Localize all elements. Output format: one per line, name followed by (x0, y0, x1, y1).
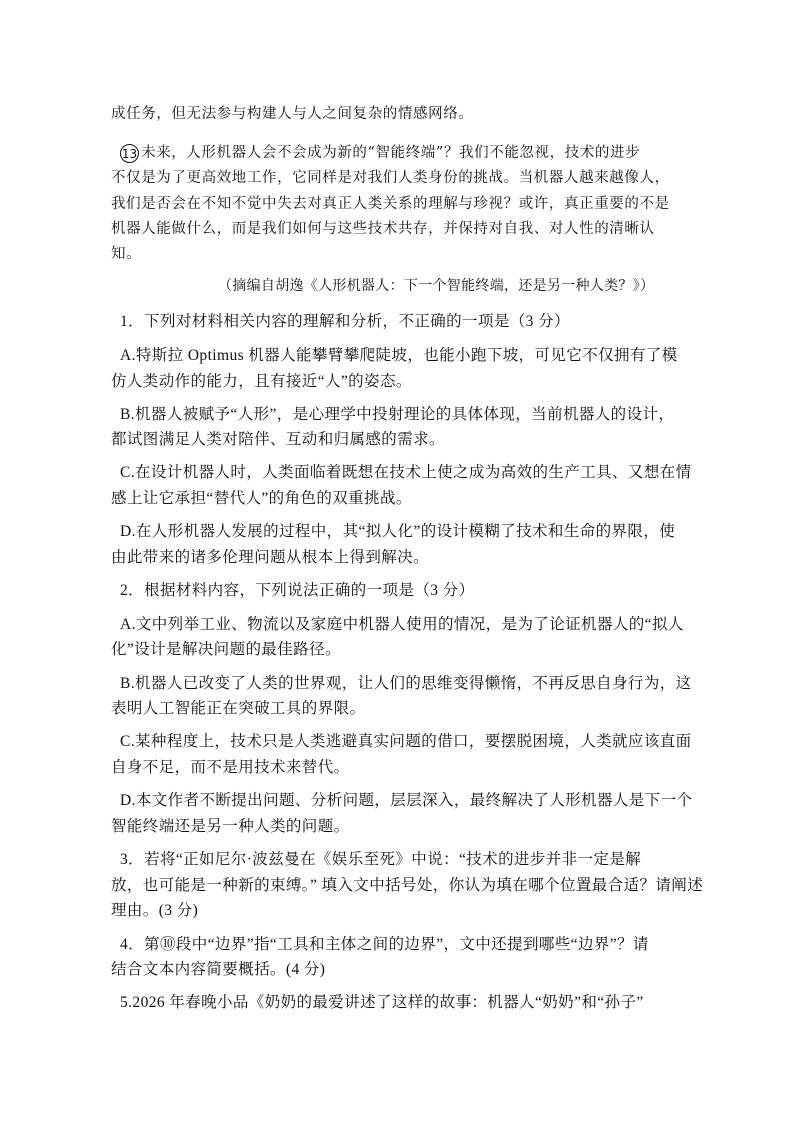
question-3-stem-cont: 理由。(3 分) (111, 902, 199, 919)
question-4-stem-cont: 结合文本内容简要概括。(4 分) (111, 961, 326, 978)
question-3-stem: 3．若将“正如尼尔·波兹曼在《娱乐至死》中说：“技术的进步并非一定是解 (120, 851, 642, 868)
q2-option-b-cont: 表明人工智能正在突破工具的界限。 (111, 700, 366, 717)
q2-option-d: D.本文作者不断提出问题、分析问题，层层深入，最终解决了人形机器人是下一个 (120, 792, 693, 809)
q2-option-d-cont: 智能终端还是另一种人类的问题。 (111, 818, 350, 835)
passage-line: 未来，人形机器人会不会成为新的“智能终端”？我们不能忽视，技术的进步 (141, 145, 641, 161)
paragraph-13-first-line (120, 143, 640, 163)
q2-option-a-cont: 化”设计是解决问题的最佳路径。 (111, 641, 341, 658)
q1-option-d: D.在人形机器人发展的过程中，其“拟人化”的设计模糊了技术和生命的界限，使 (120, 523, 676, 540)
passage-line: 知。 (111, 246, 142, 262)
q1-option-d-cont: 由此带来的诸多伦理问题从根本上得到解决。 (111, 549, 430, 566)
q2-option-c-cont: 自身不足，而不是用技术来替代。 (111, 759, 350, 776)
question-2-stem: 2．根据材料内容，下列说法正确的一项是（3 分） (120, 582, 475, 599)
q1-option-a-cont: 仿人类动作的能力，且有接近“人”的姿态。 (111, 373, 412, 390)
question-5-stem: 5.2026 年春晚小品《奶奶的最爱讲述了这样的故事：机器人“奶奶”和“孙子” (120, 994, 644, 1011)
q1-option-a: A.特斯拉 Optimus 机器人能攀臂攀爬陡坡，也能小跑下坡，可见它不仅拥有了模 (120, 347, 678, 364)
question-3-stem-cont: 放，也可能是一种新的束缚。” 填入文中括号处，你认为填在哪个位置最合适？请阐述 (111, 877, 704, 894)
passage-line: 不仅是为了更高效地工作，它同样是对我们人类身份的挑战。当机器人越来越像人， (111, 170, 670, 186)
q1-option-c-cont: 感上让它承担“替代人”的角色的双重挑战。 (111, 490, 412, 507)
q1-option-c: C.在设计机器人时，人类面临着既想在技术上使之成为高效的生产工具、又想在情 (120, 464, 692, 481)
passage-line: 我们是否会在不知不觉中失去对真正人类关系的理解与珍视？或许，真正重要的不是 (111, 196, 670, 212)
q2-option-c: C.某种程度上，技术只是人类逃避真实问题的借口，要摆脱困境，人类就应该直面 (120, 733, 692, 750)
passage-line: 机器人能做什么，而是我们如何与这些技术共存，并保持对自我、对人性的清晰认 (111, 221, 655, 237)
paragraph-number-13: 13 (120, 144, 139, 163)
question-1-stem: 1．下列对材料相关内容的理解和分析，不正确的一项是（3 分） (120, 313, 570, 330)
q2-option-a: A.文中列举工业、物流以及家庭中机器人使用的情况，是为了论证机器人的“拟人 (120, 616, 684, 633)
question-4-stem: 4．第⑩段中“边界”指“工具和主体之间的边界”，文中还提到哪些“边界”？请 (120, 936, 649, 953)
q1-option-b: B.机器人被赋予“人形”，是心理学中投射理论的具体体现，当前机器人的设计， (120, 406, 675, 423)
q2-option-b: B.机器人已改变了人类的世界观，让人们的思维变得懒惰，不再反思自身行为，这 (120, 675, 692, 692)
passage-line: 成任务，但无法参与构建人与人之间复杂的情感网络。 (111, 106, 474, 122)
q1-option-b-cont: 都试图满足人类对陪伴、互动和归属感的需求。 (111, 431, 445, 448)
source-citation: （摘编自胡逸《人形机器人：下一个智能终端，还是另一种人类？》） (218, 278, 655, 294)
